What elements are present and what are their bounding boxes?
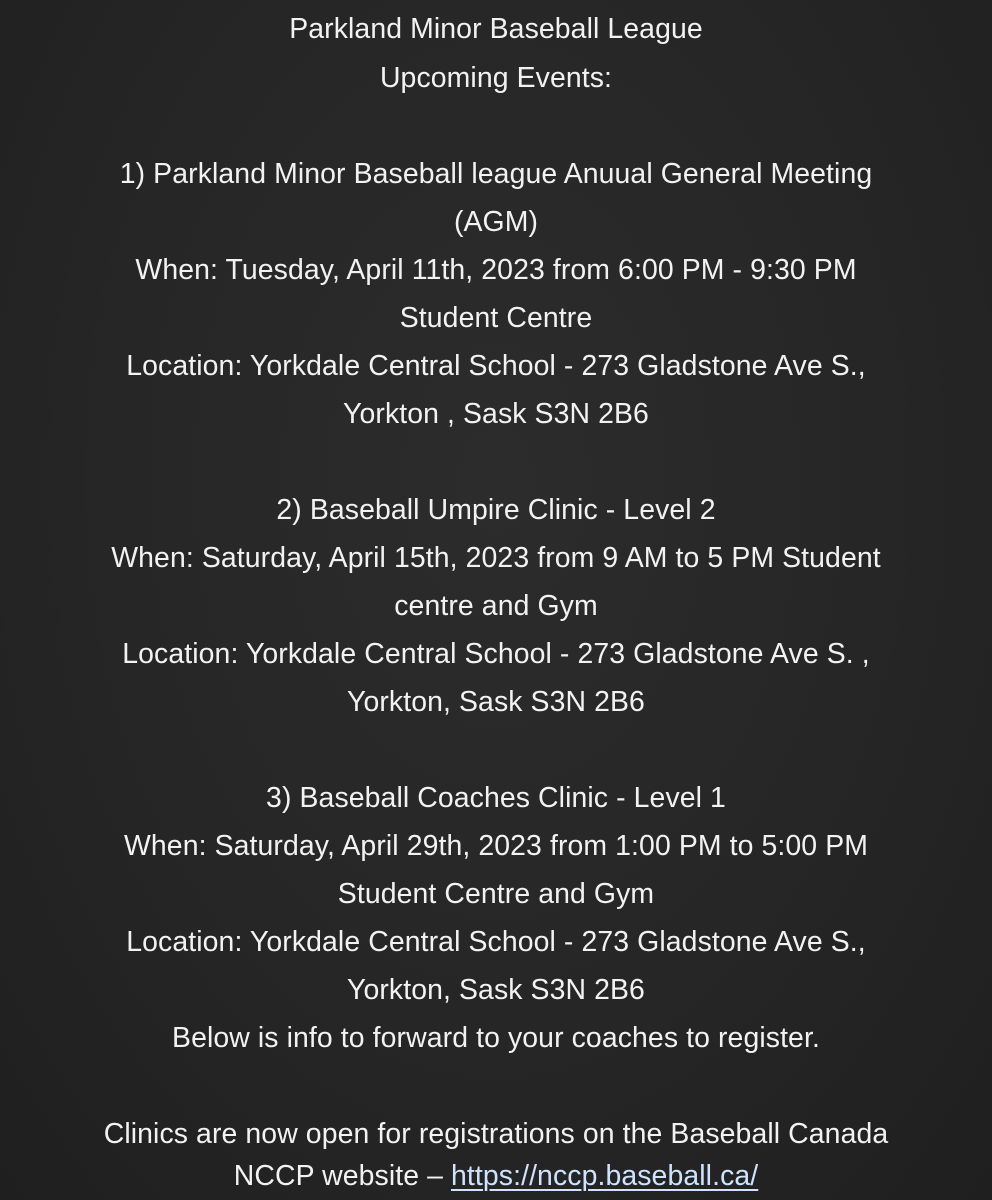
event-1-location-continued: Yorkton , Sask S3N 2B6 bbox=[343, 398, 649, 430]
upcoming-events-heading: Upcoming Events: bbox=[379, 62, 613, 94]
event-1-when-continued: Student Centre bbox=[399, 302, 593, 334]
event-2-location: Location: Yorkdale Central School - 273 Gladstone Ave S. , bbox=[122, 638, 870, 670]
nccp-website-link[interactable]: https://nccp.baseball.ca/ bbox=[451, 1160, 759, 1192]
event-1-name-continued: (AGM) bbox=[453, 206, 539, 238]
event-1-when: When: Tuesday, April 11th, 2023 from 6:00 PM - 9:30 PM bbox=[135, 254, 857, 286]
footer-website-line bbox=[0, 1152, 992, 1200]
event-1-location: Location: Yorkdale Central School - 273 Gladstone Ave S., bbox=[126, 350, 866, 382]
footer-website-prefix: NCCP website – bbox=[233, 1160, 451, 1192]
event-1-name: 1) Parkland Minor Baseball league Anuual General Meeting bbox=[119, 158, 873, 190]
event-2-location-continued: Yorkton, Sask S3N 2B6 bbox=[347, 686, 645, 718]
event-3-when: When: Saturday, April 29th, 2023 from 1:00 PM to 5:00 PM bbox=[123, 830, 869, 862]
event-2-when-continued: centre and Gym bbox=[394, 590, 598, 622]
event-3-note: Below is info to forward to your coaches to register. bbox=[172, 1022, 820, 1054]
league-title: Parkland Minor Baseball League bbox=[289, 13, 703, 45]
event-3-name: 3) Baseball Coaches Clinic - Level 1 bbox=[266, 782, 726, 814]
event-2-name: 2) Baseball Umpire Clinic - Level 2 bbox=[276, 494, 716, 526]
event-3-when-continued: Student Centre and Gym bbox=[337, 878, 655, 910]
footer-registration-text: Clinics are now open for registrations on the Baseball Canada bbox=[103, 1118, 889, 1150]
event-3-location-continued: Yorkton, Sask S3N 2B6 bbox=[347, 974, 645, 1006]
event-2-when: When: Saturday, April 15th, 2023 from 9 AM to 5 PM Student bbox=[111, 542, 881, 574]
event-3-location: Location: Yorkdale Central School - 273 Gladstone Ave S., bbox=[126, 926, 866, 958]
